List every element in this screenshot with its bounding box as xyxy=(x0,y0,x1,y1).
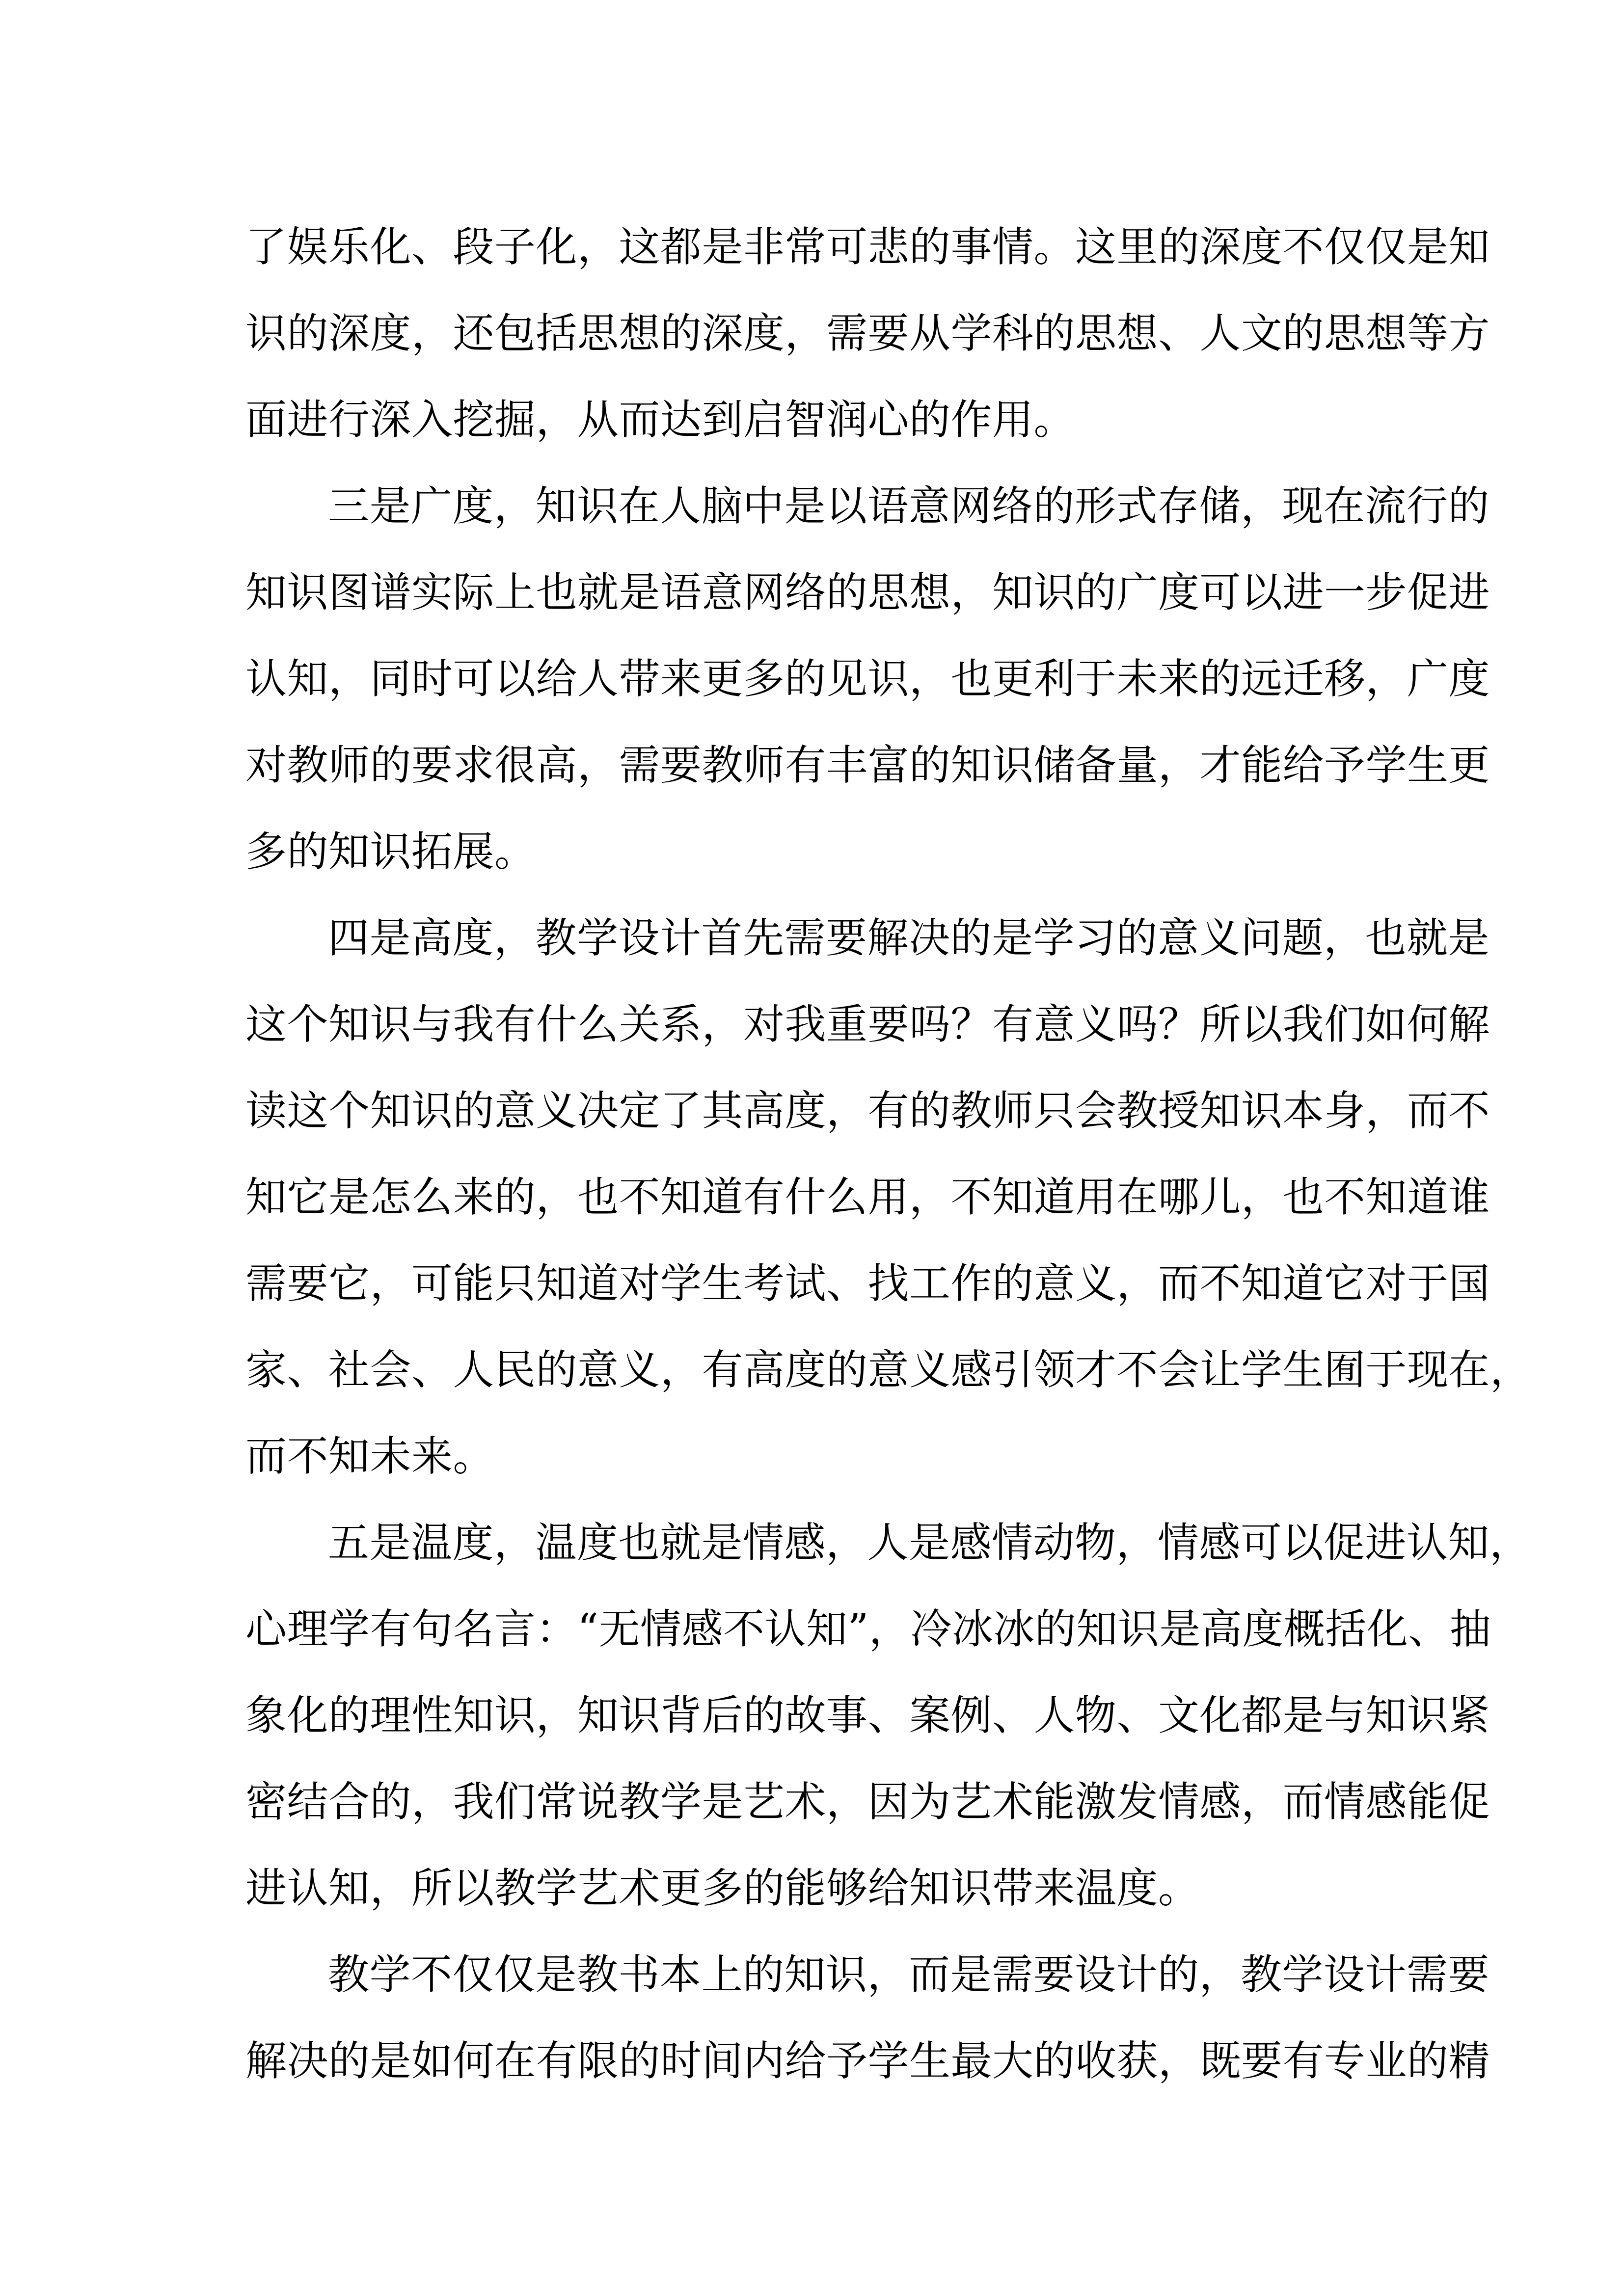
text-line: 教学不仅仅是教书本上的知识，而是需要设计的，教学设计需要 xyxy=(328,1950,1490,1999)
text-line: 四是高度，教学设计首先需要解决的是学习的意义问题，也就是 xyxy=(328,914,1490,962)
text-line: 密结合的，我们常说教学是艺术，因为艺术能激发情感，而情感能促 xyxy=(245,1778,1490,1826)
document-body xyxy=(245,204,1532,2104)
text-line: 五是温度，温度也就是情感，人是感情动物，情感可以促进认知， xyxy=(328,1519,1531,1567)
text-line: 识的深度，还包括思想的深度，需要从学科的思想、人文的思想等方 xyxy=(245,309,1490,357)
text-line: 心理学有句名言：“无情感不认知”，冷冰冰的知识是高度概括化、抽 xyxy=(245,1605,1491,1653)
text-line: 知它是怎么来的，也不知道有什么用，不知道用在哪儿，也不知道谁 xyxy=(245,1173,1490,1221)
text-line: 象化的理性知识，知识背后的故事、案例、人物、文化都是与知识紧 xyxy=(245,1691,1490,1739)
text-line: 多的知识拓展。 xyxy=(245,828,536,876)
text-line: 读这个知识的意义决定了其高度，有的教师只会教授知识本身，而不 xyxy=(245,1087,1490,1135)
paragraph xyxy=(245,895,1532,1499)
text-line: 解决的是如何在有限的时间内给予学生最大的收获，既要有专业的精 xyxy=(245,2037,1490,2085)
text-line: 认知，同时可以给人带来更多的见识，也更利于未来的远迁移，广度 xyxy=(245,655,1490,703)
paragraph xyxy=(245,1499,1531,1931)
text-line: 这个知识与我有什么关系，对我重要吗？有意义吗？所以我们如何解 xyxy=(245,1000,1490,1048)
text-line: 三是广度，知识在人脑中是以语意网络的形式存储，现在流行的 xyxy=(328,482,1490,530)
paragraph xyxy=(245,463,1490,895)
text-line: 对教师的要求很高，需要教师有丰富的知识储备量，才能给予学生更 xyxy=(245,741,1490,789)
text-line: 进认知，所以教学艺术更多的能够给知识带来温度。 xyxy=(245,1864,1200,1912)
paragraph xyxy=(245,1931,1490,2104)
text-line: 面进行深入挖掘，从而达到启智润心的作用。 xyxy=(245,396,1076,444)
text-line: 而不知未来。 xyxy=(245,1432,495,1480)
text-line: 家、社会、人民的意义，有高度的意义感引领才不会让学生囿于现在， xyxy=(245,1346,1532,1394)
paragraph xyxy=(245,204,1490,463)
text-line: 需要它，可能只知道对学生考试、找工作的意义，而不知道它对于国 xyxy=(245,1259,1490,1308)
text-line: 知识图谱实际上也就是语意网络的思想，知识的广度可以进一步促进 xyxy=(245,568,1490,616)
text-line: 了娱乐化、段子化，这都是非常可悲的事情。这里的深度不仅仅是知 xyxy=(245,223,1490,271)
